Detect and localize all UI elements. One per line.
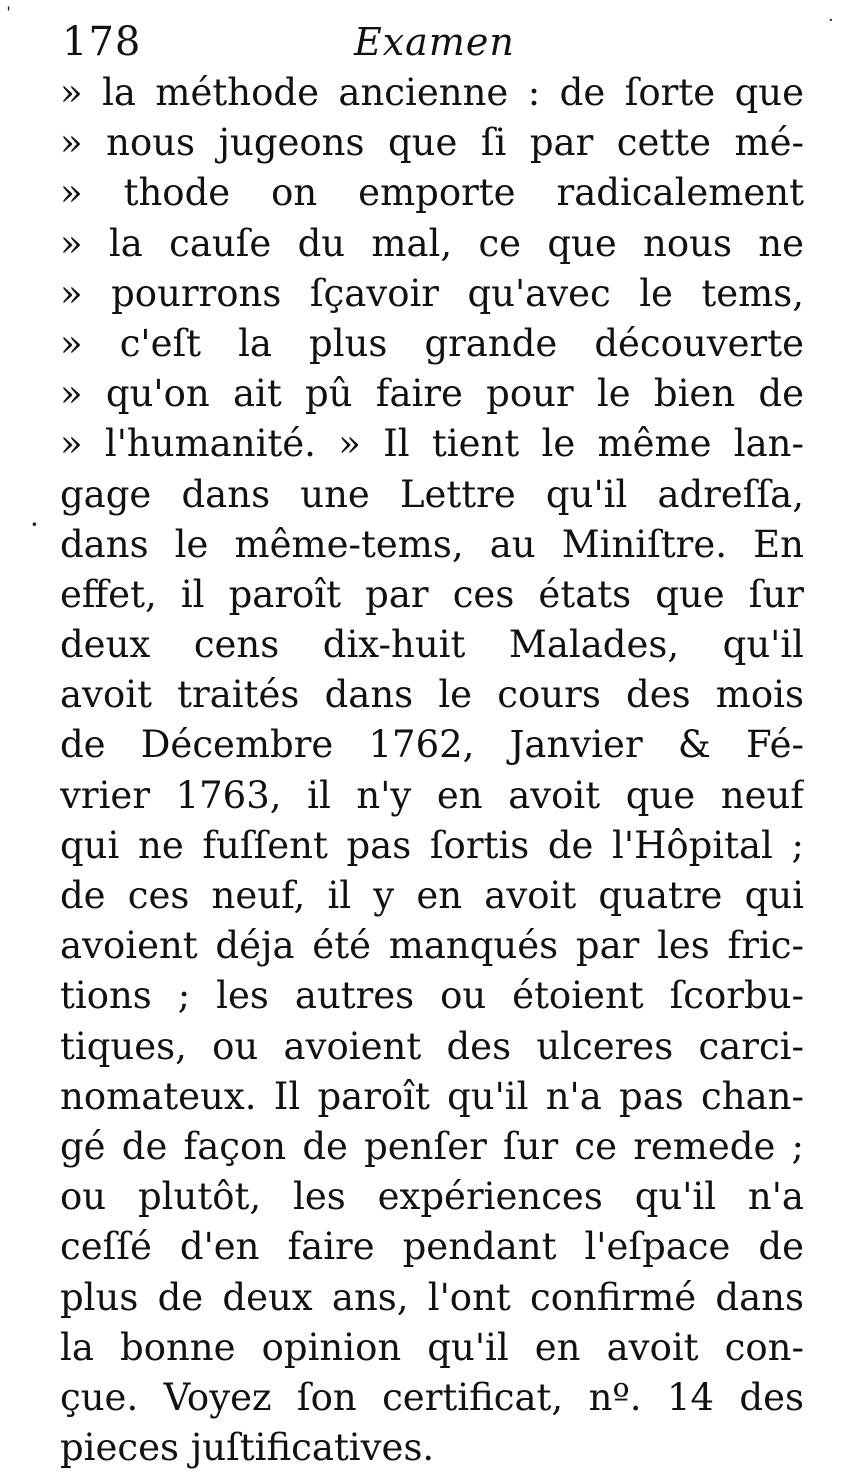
text-line: » nous jugeons que ſi par cette mé- — [60, 121, 804, 165]
text-line: tions ; les autres ou étoient ſcorbu- — [60, 974, 804, 1018]
margin-speck: ˈ — [6, 4, 11, 25]
margin-dot: · — [30, 508, 39, 541]
text-line: gé de façon de penſer ſur ce remede ; — [60, 1124, 804, 1168]
text-line: nomateux. Il paroît qu'il n'a pas chan- — [60, 1074, 804, 1118]
text-line: qui ne fuſſent pas ſortis de l'Hôpital ; — [60, 823, 804, 867]
text-line: ou plutôt, les expériences qu'il n'a — [60, 1175, 804, 1219]
text-line: de Décembre 1762, Janvier & Fé- — [60, 723, 804, 767]
text-line: tiques, ou avoient des ulceres carci- — [60, 1024, 804, 1068]
text-line: ceſſé d'en faire pendant l'eſpace de — [60, 1225, 804, 1269]
text-line-last: pieces juſtificatives. — [60, 1426, 435, 1470]
margin-dot: · — [828, 10, 834, 31]
page-header — [62, 14, 802, 66]
body-text — [60, 68, 804, 1473]
text-line: la bonne opinion qu'il en avoit con- — [60, 1325, 804, 1369]
text-line: deux cens dix-huit Malades, qu'il — [60, 623, 804, 667]
text-line: » la méthode ancienne : de ſorte que — [60, 71, 804, 114]
text-line: » pourrons ſçavoir qu'avec le tems, — [60, 271, 804, 315]
text-line: de ces neuf, il y en avoit quatre qui — [60, 874, 804, 917]
text-line: dans le même-tems, au Miniſtre. En — [60, 522, 804, 566]
running-head: Examen — [354, 20, 515, 64]
text-line: avoient déja été manqués par les fric- — [60, 924, 804, 968]
page-number: 178 — [62, 19, 142, 65]
text-line: » qu'on ait pû faire pour le bien de — [60, 372, 804, 416]
text-line: » l'humanité. » Il tient le même lan- — [60, 422, 804, 466]
text-line: » thode on emporte radicalement — [60, 171, 804, 215]
text-line: gage dans une Lettre qu'il adreſſa, — [60, 472, 804, 516]
text-line: çue. Voyez ſon certificat, nº. 14 des — [60, 1375, 804, 1419]
text-line: plus de deux ans, l'ont confirmé dans — [60, 1275, 804, 1319]
text-line: effet, il paroît par ces états que ſur — [60, 572, 804, 616]
text-line: » la cauſe du mal, ce que nous ne — [60, 221, 804, 265]
text-line: avoit traités dans le cours des mois — [60, 673, 804, 717]
text-line: » c'eſt la plus grande découverte — [60, 321, 804, 365]
text-line: vrier 1763, il n'y en avoit que neuf — [60, 773, 804, 817]
